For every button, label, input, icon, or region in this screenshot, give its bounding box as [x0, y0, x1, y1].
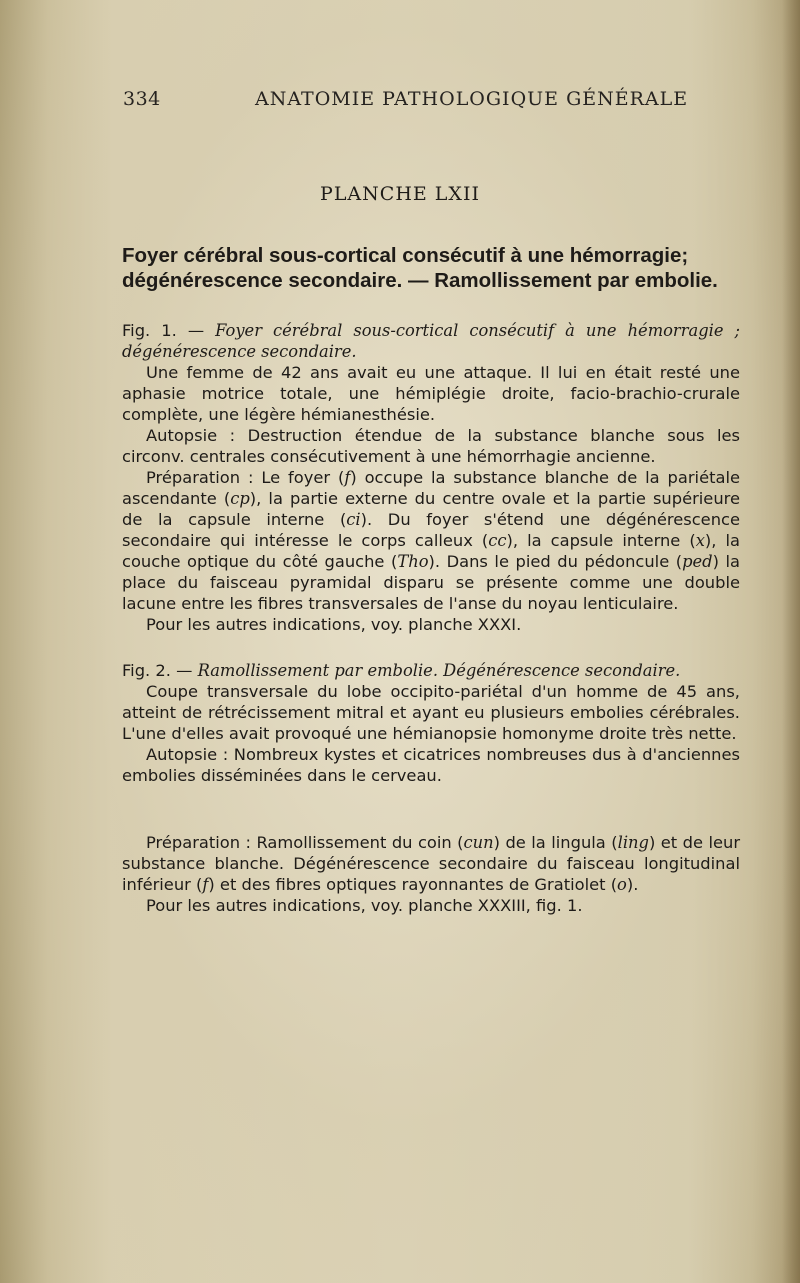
- prep-text: ). Du foyer s'étend une dégénérescence secondaire qui intéresse le corps calleux (: [122, 510, 740, 550]
- figure-2-caption: Ramollissement par embolie. Dégénérescence secondaire.: [197, 661, 681, 680]
- prep-text: ) la place du faisceau pyramidal disparu se présente comme une double lacune entre les fibres transversales de l'anse du noyau lenticulaire.: [122, 552, 741, 613]
- abbreviation: x: [695, 531, 705, 550]
- figure-2-case: Coupe transversale du lobe occipito-pariétal d'un homme de 45 ans, atteint de rétrécissement mitral et ayant eu plusieurs embolies cérébrales. L'une d'elles avait provoqué une hémianopsie homonyme droite très nette.: [122, 682, 740, 743]
- figure-1-heading: [122, 320, 740, 362]
- figure-2-autopsy: Autopsie : Nombreux kystes et cicatrices nombreuses dus à d'anciennes embolies disséminées dans le cerveau.: [122, 745, 740, 785]
- figure-2-heading: [122, 660, 740, 681]
- body-text: [122, 243, 740, 916]
- figure-1-description: [122, 320, 740, 635]
- abbreviation: ped: [682, 552, 713, 571]
- page-number: 334: [123, 88, 161, 110]
- prep-text: ), la couche optique du côté gauche (: [122, 531, 741, 571]
- prep-text: Préparation : Le foyer (: [146, 468, 345, 487]
- figure-2-label: Fig. 2. —: [122, 661, 198, 680]
- abbreviation: ling: [617, 833, 649, 852]
- abbreviation: f: [202, 875, 209, 894]
- figure-2-other-indications: Pour les autres indications, voy. planche XXXIII, fig. 1.: [146, 896, 583, 915]
- abbreviation: ci: [346, 510, 361, 529]
- figure-1-preparation: [122, 467, 740, 614]
- figure-1-label: Fig. 1. —: [122, 321, 216, 340]
- prep-text: ) de la lingula (: [493, 833, 618, 852]
- figure-1-autopsy: Autopsie : Destruction étendue de la substance blanche sous les circonv. centrales consécutivement à une hémorrhagie ancienne.: [122, 426, 740, 466]
- prep-text: ), la partie externe du centre ovale et la partie supérieure de la capsule interne (: [122, 489, 741, 529]
- figure-1-caption: Foyer cérébral sous-cortical consécutif à une hémorragie ; dégénérescence secondaire.: [122, 321, 740, 361]
- abbreviation: cun: [463, 833, 494, 852]
- abbreviation: cp: [230, 489, 250, 508]
- abbreviation: f: [344, 468, 351, 487]
- figure-2-preparation: [122, 832, 740, 895]
- prep-text: Préparation : Ramollissement du coin (: [146, 833, 464, 852]
- prep-text: ). Dans le pied du pédoncule (: [428, 552, 683, 571]
- paragraph-gap: [122, 786, 740, 832]
- figure-2-description: [122, 660, 740, 916]
- prep-text: ) occupe la substance blanche de la pariétale ascendante (: [122, 468, 740, 508]
- prep-text: ).: [626, 875, 639, 894]
- abbreviation: cc: [488, 531, 507, 550]
- abbreviation: o: [617, 875, 627, 894]
- main-title-line-2: dégénérescence secondaire. — Ramollissement par embolie.: [122, 269, 718, 292]
- main-title-line-1: Foyer cérébral sous-cortical consécutif à une hémorragie;: [122, 244, 689, 267]
- figure-1-other-indications: Pour les autres indications, voy. planche XXXI.: [146, 615, 522, 634]
- main-title: [122, 243, 740, 293]
- prep-text: ) et des fibres optiques rayonnantes de Gratiolet (: [208, 875, 618, 894]
- abbreviation: Tho: [397, 552, 429, 571]
- prep-text: ), la capsule interne (: [506, 531, 696, 550]
- plate-title: PLANCHE LXII: [320, 183, 480, 205]
- running-title: ANATOMIE PATHOLOGIQUE GÉNÉRALE: [255, 88, 689, 110]
- figure-1-case: Une femme de 42 ans avait eu une attaque. Il lui en était resté une aphasie motrice totale, une hémiplégie droite, facio-brachio-crurale complète, une légère hémianesthésie.: [122, 363, 740, 424]
- prep-text: ) et de leur substance blanche. Dégénérescence secondaire du faisceau longitudinal inférieur (: [122, 833, 741, 894]
- page-header: [0, 88, 800, 118]
